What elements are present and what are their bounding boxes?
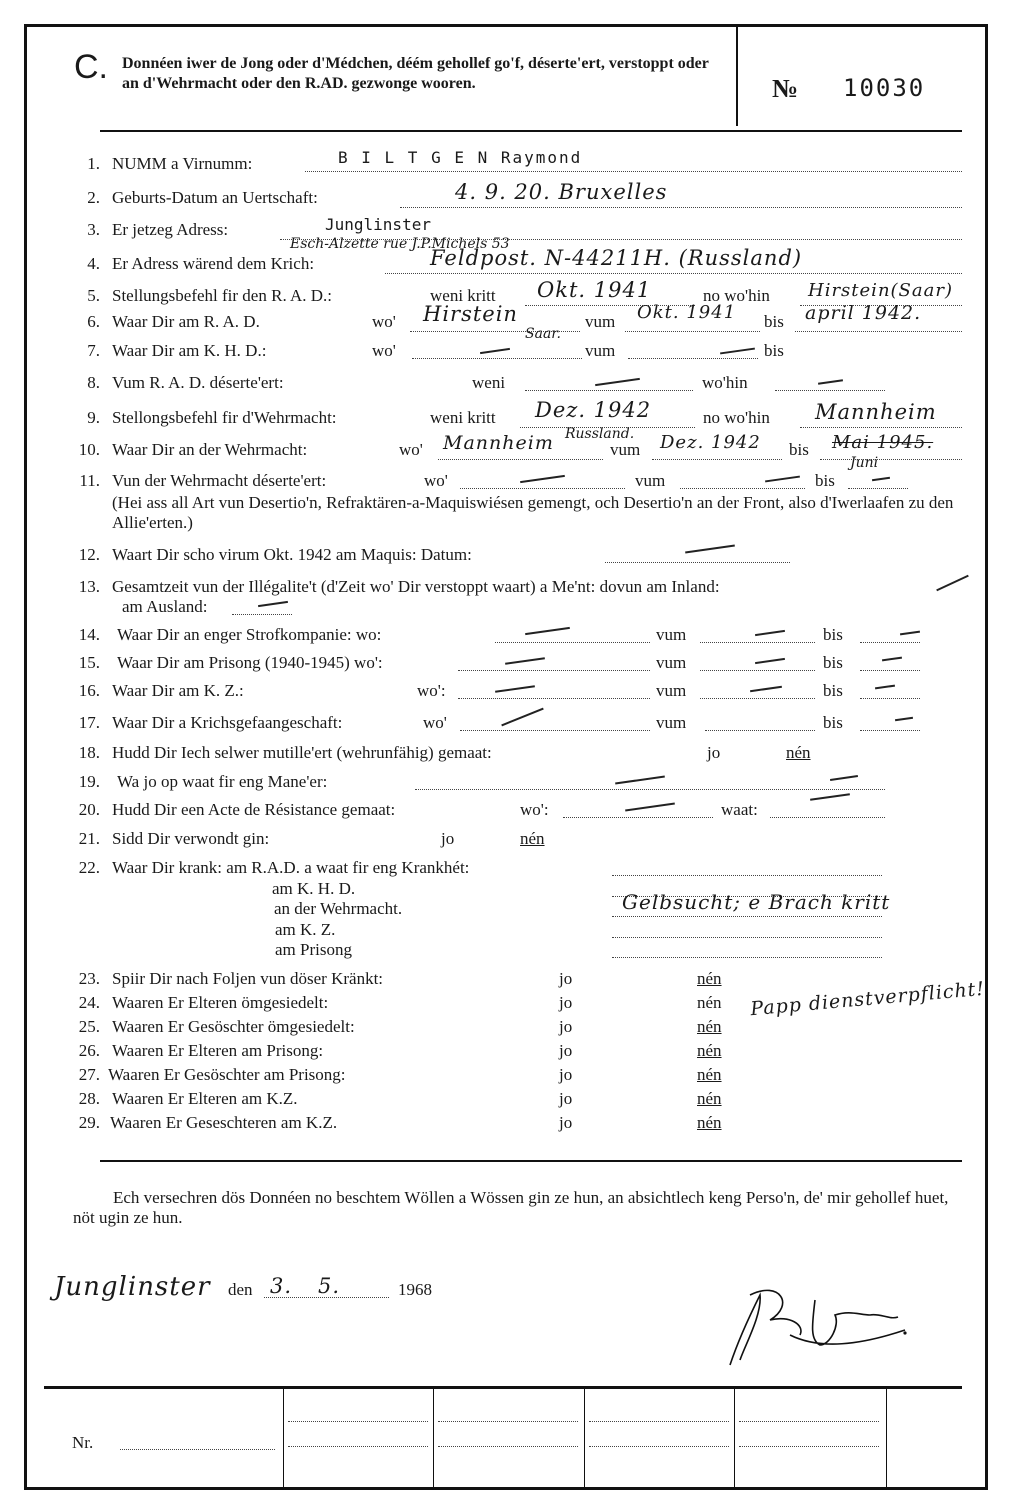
nen-option[interactable]: nén	[697, 1113, 722, 1132]
row-number: 5.	[87, 286, 100, 305]
vum-value[interactable]: Dez. 1942	[660, 432, 761, 453]
row-number: 22.	[78, 858, 100, 877]
field-label: Waar Dir a Krichsgefaangeschaft:	[112, 713, 343, 732]
bis-label: bis	[823, 713, 843, 732]
field-label: Spiir Dir nach Foljen vun döser Kränkt:	[112, 969, 384, 988]
row-number: 27.	[78, 1065, 100, 1084]
wo-value[interactable]: Hirstein	[423, 302, 518, 326]
jo-option[interactable]: jo	[559, 1017, 573, 1036]
nen-option[interactable]: nén	[697, 993, 722, 1012]
field-label: Er Adress wärend dem Krich:	[112, 254, 315, 273]
row-number: 10.	[78, 440, 100, 459]
row-number: 3.	[87, 220, 100, 239]
bis-sub-value[interactable]: Juni	[850, 455, 879, 471]
row-number: 6.	[87, 312, 100, 331]
bis-label: bis	[764, 341, 784, 360]
field-label: Stellongsbefehl fir d'Wehrmacht:	[112, 408, 337, 427]
vum-label: vum	[585, 312, 616, 331]
nen-option[interactable]: nén	[520, 829, 545, 848]
jo-option[interactable]: jo	[559, 969, 573, 988]
wohin-label: no wo'hin	[703, 286, 770, 305]
vum-label: vum	[610, 440, 641, 459]
section-letter: C.	[74, 48, 108, 86]
row-number: 15.	[78, 653, 100, 672]
footer-rule	[44, 1386, 962, 1389]
field-label: Waar Dir an enger Strofkompanie: wo:	[117, 625, 382, 644]
row-number: 11.	[79, 471, 100, 490]
bis-label: bis	[823, 653, 843, 672]
field-label: Hudd Dir Iech selwer mutille'ert (wehrunfähig) gemaat:	[112, 743, 492, 762]
illness-value[interactable]: Gelbsucht; e Brach kritt	[622, 890, 891, 914]
row-number: 28.	[78, 1089, 100, 1108]
nen-option[interactable]: nén	[697, 1065, 722, 1084]
day-value[interactable]: 3.	[270, 1274, 293, 1298]
bis-label: bis	[823, 681, 843, 700]
weni-label: weni kritt	[430, 286, 496, 305]
bis-label: bis	[815, 471, 835, 490]
field-label: Waar Dir an der Wehrmacht:	[112, 440, 308, 459]
field-label: Gesamtzeit vun der Illégalite't (d'Zeit wo' Dir verstoppt waart) a Me'nt: dovun am Inland:	[112, 577, 720, 596]
field-label: Sidd Dir verwondt gin:	[112, 829, 270, 848]
handwritten-note[interactable]: Papp dienstverpflicht!	[749, 977, 986, 1021]
jo-option[interactable]: jo	[559, 1089, 573, 1108]
field-label: Geburts-Datum an Uertschaft:	[112, 188, 318, 207]
jo-option[interactable]: jo	[707, 743, 721, 762]
row-number: 21.	[78, 829, 100, 848]
row-number: 19.	[78, 772, 100, 791]
row-number: 9.	[87, 408, 100, 427]
wohin-label: wo'hin	[702, 373, 748, 392]
bis-label: bis	[764, 312, 784, 331]
bis-value[interactable]: april 1942.	[805, 302, 922, 324]
jo-option[interactable]: jo	[559, 993, 573, 1012]
vum-label: vum	[656, 625, 687, 644]
waat-label: waat:	[721, 800, 758, 819]
wo-label: wo':	[417, 681, 446, 700]
nen-option[interactable]: nén	[697, 1017, 722, 1036]
row-number: 23.	[78, 969, 100, 988]
row-number: 13.	[78, 577, 100, 596]
wo-label: wo'	[372, 312, 396, 331]
row-note: (Hei ass all Art vun Desertio'n, Refraktären-a-Maquiswiésen gemengt, och Desertio'n an der Front, also d'Iwerlaafen zu den Allie'erten.)	[112, 493, 954, 532]
vum-label: vum	[656, 681, 687, 700]
sub-label: am Prisong	[275, 940, 352, 959]
sub-label: an der Wehrmacht.	[274, 899, 403, 918]
bis-value[interactable]: Mai 1945.	[832, 432, 934, 453]
field-label: Waar Dir am K. H. D.:	[112, 341, 267, 360]
field-label: Vum R. A. D. déserte'ert:	[112, 373, 284, 392]
row-number: 24.	[78, 993, 100, 1012]
vum-label: vum	[656, 713, 687, 732]
month-value[interactable]: 5.	[318, 1274, 341, 1298]
wo-value[interactable]: Mannheim	[443, 432, 554, 454]
field-label: Waart Dir scho virum Okt. 1942 am Maquis: Datum:	[112, 545, 472, 564]
bis-label: bis	[789, 440, 809, 459]
form-title: Donnéen iwer de Jong oder d'Médchen, déém gehollef go'f, déserte'ert, verstoppt oder an d'Wehrmacht oder den R.AD. gezwonge wooren.	[122, 55, 709, 92]
wo-label: wo'	[423, 713, 447, 732]
vum-label: vum	[585, 341, 616, 360]
wo-label: wo'	[424, 471, 448, 490]
row-number: 18.	[78, 743, 100, 762]
field-label: Waaren Er Gesöschter ömgesiedelt:	[112, 1017, 355, 1036]
header-rule	[100, 130, 962, 132]
nen-option[interactable]: nén	[697, 1041, 722, 1060]
field-value[interactable]: 4. 9. 20. Bruxelles	[455, 180, 668, 204]
field-value-above[interactable]: Esch-Alzette rue J.P.Michels 53	[290, 236, 510, 252]
nen-option[interactable]: nén	[697, 969, 722, 988]
row-number: 4.	[87, 254, 100, 273]
row-number: 7.	[87, 341, 100, 360]
field-label: Waaren Er Elteren ömgesiedelt:	[112, 993, 329, 1012]
field-label: Er jetzeg Adress:	[112, 220, 229, 239]
row-number: 29.	[78, 1113, 100, 1132]
wo-sup-value[interactable]: Russland.	[565, 426, 635, 442]
section-rule	[100, 1160, 962, 1162]
field-value[interactable]: B I L T G E N Raymond	[338, 148, 583, 167]
field-label: Waaren Er Gesöschter am Prisong:	[108, 1065, 346, 1084]
declaration-text: Ech versechren dös Donnéen no beschtem Wöllen a Wössen gin ze hun, an absichtlech keng Perso'n, de' mir gehollef huet, nöt ugin ze hun.	[73, 1188, 949, 1227]
weni-value[interactable]: Okt. 1941	[537, 278, 652, 302]
den-label: den	[228, 1280, 253, 1299]
field-label: Waaren Er Elteren am Prisong:	[112, 1041, 324, 1060]
weni-value[interactable]: Dez. 1942	[535, 398, 652, 422]
weni-label: weni	[472, 373, 506, 392]
field-label: Wa jo op waat fir eng Mane'er:	[117, 772, 328, 791]
field-label: Waaren Er Elteren am K.Z.	[112, 1089, 298, 1108]
field-label: Waar Dir am R. A. D.	[112, 312, 260, 331]
jo-option[interactable]: jo	[441, 829, 455, 848]
wo-label: wo'	[372, 341, 396, 360]
bis-label: bis	[823, 625, 843, 644]
nen-option[interactable]: nén	[697, 1089, 722, 1108]
row-number: 1.	[87, 154, 100, 173]
row-number: 16.	[78, 681, 100, 700]
row-number: 25.	[78, 1017, 100, 1036]
form-number: 10030	[843, 74, 926, 102]
place-value[interactable]: Junglinster	[54, 1272, 211, 1302]
wohin-value[interactable]: Hirstein(Saar)	[808, 280, 953, 301]
wo-label: wo'	[399, 440, 423, 459]
wo-label: wo':	[520, 800, 549, 819]
sub-label: am K. Z.	[275, 920, 336, 939]
wohin-label: no wo'hin	[703, 408, 770, 427]
row-number: 8.	[87, 373, 100, 392]
field-label: Waaren Er Geseschteren am K.Z.	[110, 1113, 338, 1132]
weni-label: weni kritt	[430, 408, 496, 427]
field-label: Hudd Dir een Acte de Résistance gemaat:	[112, 800, 396, 819]
sub-label: am K. H. D.	[272, 879, 356, 898]
row-number: 14.	[78, 625, 100, 644]
vum-value[interactable]: Okt. 1941	[637, 302, 737, 323]
field-value[interactable]: Feldpost. N-44211H. (Russland)	[430, 246, 803, 270]
row-number: 12.	[78, 545, 100, 564]
jo-option[interactable]: jo	[559, 1113, 573, 1132]
number-sign: №	[772, 74, 799, 103]
nen-option[interactable]: nén	[786, 743, 811, 762]
jo-option[interactable]: jo	[559, 1065, 573, 1084]
field-label: NUMM a Virnumm:	[112, 154, 253, 173]
field-label: Vun der Wehrmacht déserte'ert:	[112, 471, 327, 490]
field-label: Waar Dir am K. Z.:	[112, 681, 244, 700]
wo-sub-value[interactable]: Saar.	[525, 326, 561, 342]
year-label: 1968	[398, 1280, 432, 1299]
row-number: 26.	[78, 1041, 100, 1060]
vum-label: vum	[656, 653, 687, 672]
field-label: Waar Dir krank: am R.A.D. a waat fir eng Krankhét:	[112, 858, 470, 877]
field-label: Stellungsbefehl fir den R. A. D.:	[112, 286, 333, 305]
jo-option[interactable]: jo	[559, 1041, 573, 1060]
header-divider	[736, 26, 738, 126]
signature-image	[700, 1275, 920, 1375]
vum-label: vum	[635, 471, 666, 490]
nr-label: Nr.	[72, 1433, 94, 1452]
row-number: 17.	[78, 713, 100, 732]
wohin-value[interactable]: Mannheim	[815, 400, 937, 424]
row-number: 2.	[87, 188, 100, 207]
field-label-2: am Ausland:	[122, 597, 208, 616]
field-value[interactable]: Junglinster	[325, 215, 431, 234]
row-number: 20.	[78, 800, 100, 819]
field-label: Waar Dir am Prisong (1940-1945) wo':	[117, 653, 383, 672]
